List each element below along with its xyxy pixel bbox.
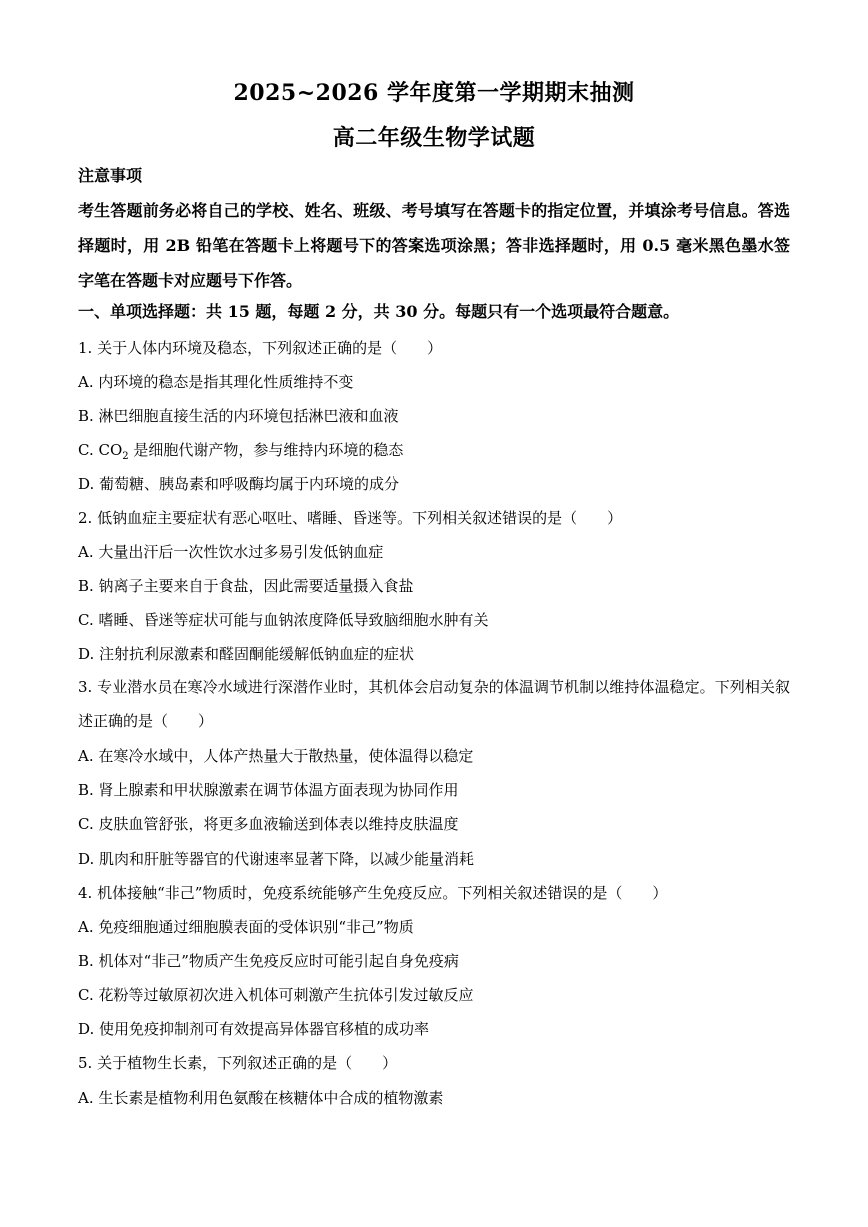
section-heading: 一、单项选择题：共 15 题，每题 2 分，共 30 分。每题只有一个选项最符合题意。	[78, 302, 680, 321]
option-c: C. 嗜睡、昏迷等症状可能与血钠浓度降低导致脑细胞水肿有关	[78, 611, 489, 629]
question-stem: 2. 低钠血症主要症状有恶心呕吐、嗜睡、昏迷等。下列相关叙述错误的是（ ）	[78, 509, 623, 527]
option-b: B. 机体对“非己”物质产生免疫反应时可能引起自身免疫病	[78, 952, 459, 970]
option-c-subscript: 2	[122, 451, 129, 462]
exam-title: 2025~2026 学年度第一学期期末抽测	[233, 80, 635, 106]
option-c: C. 花粉等过敏原初次进入机体可刺激产生抗体引发过敏反应	[78, 986, 474, 1004]
option-d: D. 葡萄糖、胰岛素和呼吸酶均属于内环境的成分	[78, 475, 400, 493]
option-a: A. 内环境的稳态是指其理化性质维持不变	[78, 373, 354, 391]
option-a: A. 生长素是植物利用色氨酸在核糖体中合成的植物激素	[78, 1089, 444, 1107]
option-a: A. 大量出汗后一次性饮水过多易引发低钠血症	[78, 543, 384, 561]
notice-heading: 注意事项	[78, 166, 143, 185]
option-c-suffix: 是细胞代谢产物，参与维持内环境的稳态	[128, 441, 404, 459]
question-stem: 5. 关于植物生长素，下列叙述正确的是（ ）	[78, 1054, 398, 1072]
option-c: C. 皮肤血管舒张，将更多血液输送到体表以维持皮肤温度	[78, 815, 459, 833]
option-c	[78, 439, 403, 462]
notice-body: 考生答题前务必将自己的学校、姓名、班级、考号填写在答题卡的指定位置，并填涂考号信息。答选择题时，用 2B 铅笔在答题卡上将题号下的答案选项涂黑；答非选择题时，用 0.5 毫米黑色墨水签字笔在答题卡对应题号下作答。	[78, 201, 790, 290]
exam-subtitle: 高二年级生物学试题	[332, 125, 536, 151]
option-b: B. 淋巴细胞直接生活的内环境包括淋巴液和血液	[78, 407, 399, 425]
option-d: D. 肌肉和肝脏等器官的代谢速率显著下降，以减少能量消耗	[78, 850, 475, 868]
option-d: D. 注射抗利尿激素和醛固酮能缓解低钠血症的症状	[78, 645, 415, 663]
option-b: B. 肾上腺素和甲状腺激素在调节体温方面表现为协同作用	[78, 781, 459, 799]
question-stem: 3. 专业潜水员在寒冷水域进行深潜作业时，其机体会启动复杂的体温调节机制以维持体温稳定。下列相关叙述正确的是（ ）	[78, 678, 790, 730]
option-d: D. 使用免疫抑制剂可有效提高异体器官移植的成功率	[78, 1020, 430, 1038]
option-c-prefix: C. CO	[78, 441, 123, 459]
option-a: A. 免疫细胞通过细胞膜表面的受体识别“非己”物质	[78, 918, 414, 936]
option-b: B. 钠离子主要来自于食盐，因此需要适量摄入食盐	[78, 577, 414, 595]
option-a: A. 在寒冷水域中，人体产热量大于散热量，使体温得以稳定	[78, 747, 474, 765]
question-stem: 1. 关于人体内环境及稳态，下列叙述正确的是（ ）	[78, 339, 443, 357]
question-stem: 4. 机体接触“非己”物质时，免疫系统能够产生免疫反应。下列相关叙述错误的是（ ）	[78, 884, 668, 902]
